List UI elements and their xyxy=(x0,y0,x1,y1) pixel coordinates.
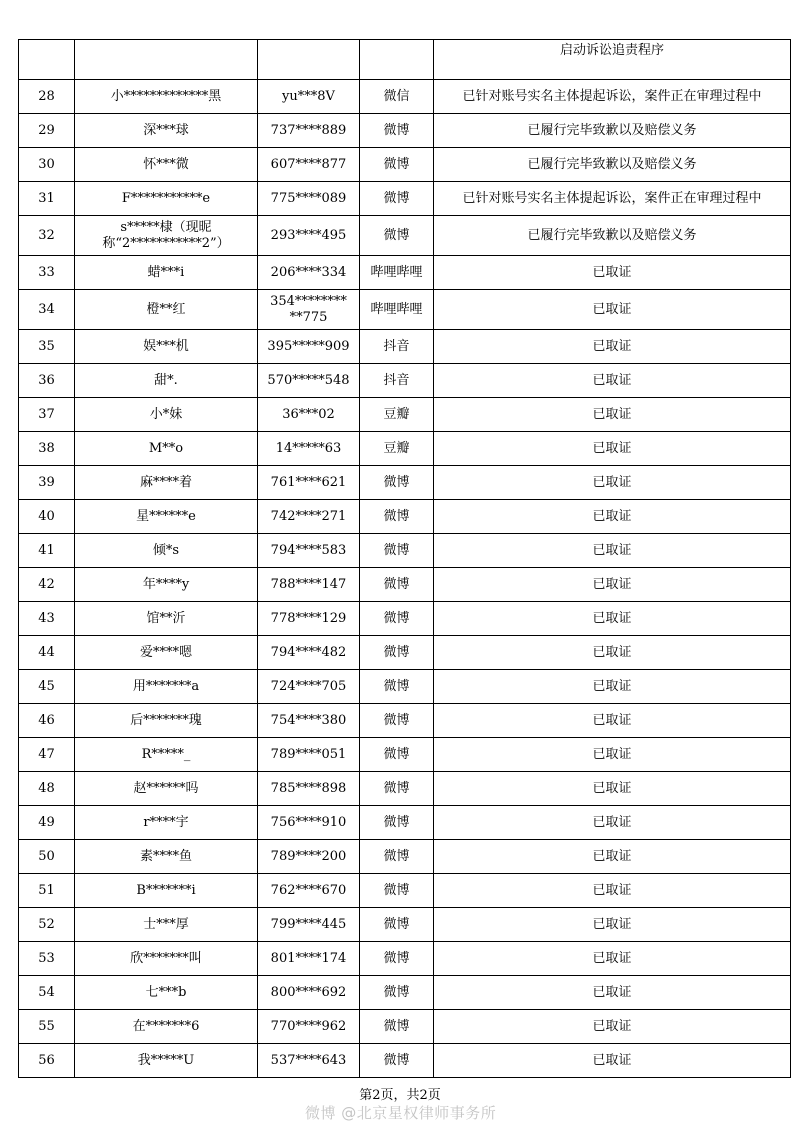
cell-platform: 哔哩哔哩 xyxy=(360,256,434,290)
cell-status: 已取证 xyxy=(434,1044,791,1078)
table-row xyxy=(19,330,791,364)
cell-platform: 微博 xyxy=(360,216,434,256)
cell-number: 44 xyxy=(19,636,75,670)
cell-platform: 微博 xyxy=(360,874,434,908)
cell-status: 已针对账号实名主体提起诉讼，案件正在审理过程中 xyxy=(434,80,791,114)
cell-platform: 微博 xyxy=(360,976,434,1010)
cell-status: 已取证 xyxy=(434,636,791,670)
cell-account-id: 756****910 xyxy=(258,806,360,840)
cell-number: 42 xyxy=(19,568,75,602)
cell-account-name: R*****_ xyxy=(75,738,258,772)
cell-account-id: 775****089 xyxy=(258,182,360,216)
cell-number: 35 xyxy=(19,330,75,364)
cell-account-name: 星******e xyxy=(75,500,258,534)
cell-number: 56 xyxy=(19,1044,75,1078)
cell-account-id: 794****482 xyxy=(258,636,360,670)
table-row xyxy=(19,568,791,602)
cell-platform: 微博 xyxy=(360,568,434,602)
cell-number: 41 xyxy=(19,534,75,568)
cell-number: 43 xyxy=(19,602,75,636)
cell-status: 已取证 xyxy=(434,398,791,432)
cell-number: 31 xyxy=(19,182,75,216)
cell-status: 已取证 xyxy=(434,330,791,364)
cell-account-id: 789****051 xyxy=(258,738,360,772)
cell-number: 37 xyxy=(19,398,75,432)
cell-account-name: 甜*. xyxy=(75,364,258,398)
cell-status: 已取证 xyxy=(434,908,791,942)
cell-status: 已取证 xyxy=(434,256,791,290)
cell-number: 39 xyxy=(19,466,75,500)
cell-account-name: 素****鱼 xyxy=(75,840,258,874)
cell-platform: 微博 xyxy=(360,908,434,942)
cell-account-id: 724****705 xyxy=(258,670,360,704)
cell-account-name: 年****y xyxy=(75,568,258,602)
cell-platform: 微博 xyxy=(360,772,434,806)
cell-account-name: 爱****嗯 xyxy=(75,636,258,670)
cell-account-id: 789****200 xyxy=(258,840,360,874)
table-row xyxy=(19,398,791,432)
cell-account-id: 570*****548 xyxy=(258,364,360,398)
cell-status: 已履行完毕致歉以及赔偿义务 xyxy=(434,216,791,256)
cell-number: 38 xyxy=(19,432,75,466)
cell-status: 已取证 xyxy=(434,364,791,398)
cell-account-name: s*****棣（现昵称“2***********2”） xyxy=(75,216,258,256)
weibo-watermark: 微博 @北京星权律师事务所 xyxy=(305,1104,497,1122)
cell-status: 已取证 xyxy=(434,534,791,568)
cell-status: 已取证 xyxy=(434,602,791,636)
cell-platform: 微博 xyxy=(360,534,434,568)
cell-number: 34 xyxy=(19,290,75,330)
cell-account-id: 395*****909 xyxy=(258,330,360,364)
header-cell-id xyxy=(258,40,360,80)
table-row xyxy=(19,148,791,182)
cell-number: 47 xyxy=(19,738,75,772)
table-row xyxy=(19,114,791,148)
cell-number: 49 xyxy=(19,806,75,840)
cell-platform: 微信 xyxy=(360,80,434,114)
cell-platform: 微博 xyxy=(360,670,434,704)
cell-account-name: F***********e xyxy=(75,182,258,216)
cell-platform: 微博 xyxy=(360,114,434,148)
cell-status: 已取证 xyxy=(434,874,791,908)
cell-account-name: 在*******6 xyxy=(75,1010,258,1044)
cell-platform: 微博 xyxy=(360,738,434,772)
cell-status: 已取证 xyxy=(434,1010,791,1044)
cell-number: 28 xyxy=(19,80,75,114)
infringement-table xyxy=(18,39,791,1078)
page-number: 第2页，共2页 xyxy=(359,1088,441,1103)
cell-platform: 豆瓣 xyxy=(360,398,434,432)
cell-number: 40 xyxy=(19,500,75,534)
cell-number: 45 xyxy=(19,670,75,704)
cell-platform: 微博 xyxy=(360,602,434,636)
cell-platform: 微博 xyxy=(360,1010,434,1044)
cell-platform: 微博 xyxy=(360,942,434,976)
cell-account-name: 蜡***i xyxy=(75,256,258,290)
cell-account-id: 607****877 xyxy=(258,148,360,182)
header-row xyxy=(19,40,791,80)
cell-account-id: 206****334 xyxy=(258,256,360,290)
cell-platform: 微博 xyxy=(360,466,434,500)
cell-number: 54 xyxy=(19,976,75,1010)
cell-account-name: 用*******a xyxy=(75,670,258,704)
table-row xyxy=(19,182,791,216)
cell-account-id: 762****670 xyxy=(258,874,360,908)
cell-account-name: 麻****着 xyxy=(75,466,258,500)
cell-account-name: r****宇 xyxy=(75,806,258,840)
cell-account-name: B*******i xyxy=(75,874,258,908)
cell-account-id: 293****495 xyxy=(258,216,360,256)
table-row xyxy=(19,636,791,670)
cell-account-id: 801****174 xyxy=(258,942,360,976)
cell-number: 50 xyxy=(19,840,75,874)
cell-status: 已取证 xyxy=(434,500,791,534)
cell-account-id: 754****380 xyxy=(258,704,360,738)
cell-status: 已取证 xyxy=(434,976,791,1010)
table-row xyxy=(19,256,791,290)
cell-account-name: 欣*******叫 xyxy=(75,942,258,976)
cell-account-id: yu***8V xyxy=(258,80,360,114)
table-row xyxy=(19,772,791,806)
table-row xyxy=(19,840,791,874)
cell-account-name: 七***b xyxy=(75,976,258,1010)
cell-account-name: 橙**红 xyxy=(75,290,258,330)
cell-account-name: 倾*s xyxy=(75,534,258,568)
cell-number: 52 xyxy=(19,908,75,942)
table-row xyxy=(19,806,791,840)
table-row xyxy=(19,500,791,534)
cell-status: 已取证 xyxy=(434,738,791,772)
cell-account-id: 354**********775 xyxy=(258,290,360,330)
cell-account-name: 士***厚 xyxy=(75,908,258,942)
cell-account-id: 778****129 xyxy=(258,602,360,636)
table-row xyxy=(19,602,791,636)
header-cell-name xyxy=(75,40,258,80)
cell-status: 已取证 xyxy=(434,806,791,840)
header-cell-platform xyxy=(360,40,434,80)
cell-number: 53 xyxy=(19,942,75,976)
table-row xyxy=(19,1010,791,1044)
table-row xyxy=(19,364,791,398)
table-row xyxy=(19,942,791,976)
table-row xyxy=(19,704,791,738)
cell-number: 33 xyxy=(19,256,75,290)
header-cell-status: 启动诉讼追责程序 xyxy=(434,40,791,80)
table-row xyxy=(19,534,791,568)
cell-account-name: 我*****U xyxy=(75,1044,258,1078)
cell-number: 30 xyxy=(19,148,75,182)
cell-number: 46 xyxy=(19,704,75,738)
cell-status: 已取证 xyxy=(434,568,791,602)
cell-platform: 微博 xyxy=(360,1044,434,1078)
table-row xyxy=(19,466,791,500)
cell-status: 已取证 xyxy=(434,290,791,330)
table-row xyxy=(19,290,791,330)
table-row xyxy=(19,432,791,466)
cell-status: 已针对账号实名主体提起诉讼，案件正在审理过程中 xyxy=(434,182,791,216)
cell-platform: 微博 xyxy=(360,500,434,534)
cell-platform: 微博 xyxy=(360,182,434,216)
cell-account-name: 后*******瑰 xyxy=(75,704,258,738)
cell-platform: 微博 xyxy=(360,148,434,182)
cell-account-id: 770****962 xyxy=(258,1010,360,1044)
cell-account-id: 800****692 xyxy=(258,976,360,1010)
cell-status: 已取证 xyxy=(434,840,791,874)
cell-status: 已履行完毕致歉以及赔偿义务 xyxy=(434,114,791,148)
cell-account-id: 742****271 xyxy=(258,500,360,534)
cell-status: 已取证 xyxy=(434,432,791,466)
cell-platform: 豆瓣 xyxy=(360,432,434,466)
cell-account-name: 娱***机 xyxy=(75,330,258,364)
cell-account-name: 怀***微 xyxy=(75,148,258,182)
cell-status: 已履行完毕致歉以及赔偿义务 xyxy=(434,148,791,182)
cell-platform: 抖音 xyxy=(360,364,434,398)
table-row xyxy=(19,874,791,908)
cell-platform: 微博 xyxy=(360,840,434,874)
cell-account-id: 785****898 xyxy=(258,772,360,806)
cell-account-name: 小*************黑 xyxy=(75,80,258,114)
cell-number: 55 xyxy=(19,1010,75,1044)
cell-platform: 抖音 xyxy=(360,330,434,364)
cell-account-id: 794****583 xyxy=(258,534,360,568)
cell-platform: 哔哩哔哩 xyxy=(360,290,434,330)
cell-number: 29 xyxy=(19,114,75,148)
cell-status: 已取证 xyxy=(434,466,791,500)
cell-platform: 微博 xyxy=(360,636,434,670)
table-row xyxy=(19,216,791,256)
table-row xyxy=(19,976,791,1010)
cell-account-name: 深***球 xyxy=(75,114,258,148)
cell-account-name: 馆**沂 xyxy=(75,602,258,636)
cell-account-id: 761****621 xyxy=(258,466,360,500)
header-cell-number xyxy=(19,40,75,80)
cell-platform: 微博 xyxy=(360,704,434,738)
cell-account-id: 36***02 xyxy=(258,398,360,432)
cell-account-name: M**o xyxy=(75,432,258,466)
cell-platform: 微博 xyxy=(360,806,434,840)
cell-status: 已取证 xyxy=(434,772,791,806)
cell-account-id: 737****889 xyxy=(258,114,360,148)
table-row xyxy=(19,670,791,704)
cell-account-id: 799****445 xyxy=(258,908,360,942)
cell-status: 已取证 xyxy=(434,704,791,738)
table-row xyxy=(19,738,791,772)
cell-number: 51 xyxy=(19,874,75,908)
cell-number: 48 xyxy=(19,772,75,806)
table-row xyxy=(19,908,791,942)
cell-account-id: 537****643 xyxy=(258,1044,360,1078)
cell-number: 36 xyxy=(19,364,75,398)
cell-account-id: 788****147 xyxy=(258,568,360,602)
cell-status: 已取证 xyxy=(434,942,791,976)
cell-status: 已取证 xyxy=(434,670,791,704)
cell-account-id: 14*****63 xyxy=(258,432,360,466)
table-row xyxy=(19,80,791,114)
cell-number: 32 xyxy=(19,216,75,256)
cell-account-name: 赵******吗 xyxy=(75,772,258,806)
table-row xyxy=(19,1044,791,1078)
cell-account-name: 小*妹 xyxy=(75,398,258,432)
